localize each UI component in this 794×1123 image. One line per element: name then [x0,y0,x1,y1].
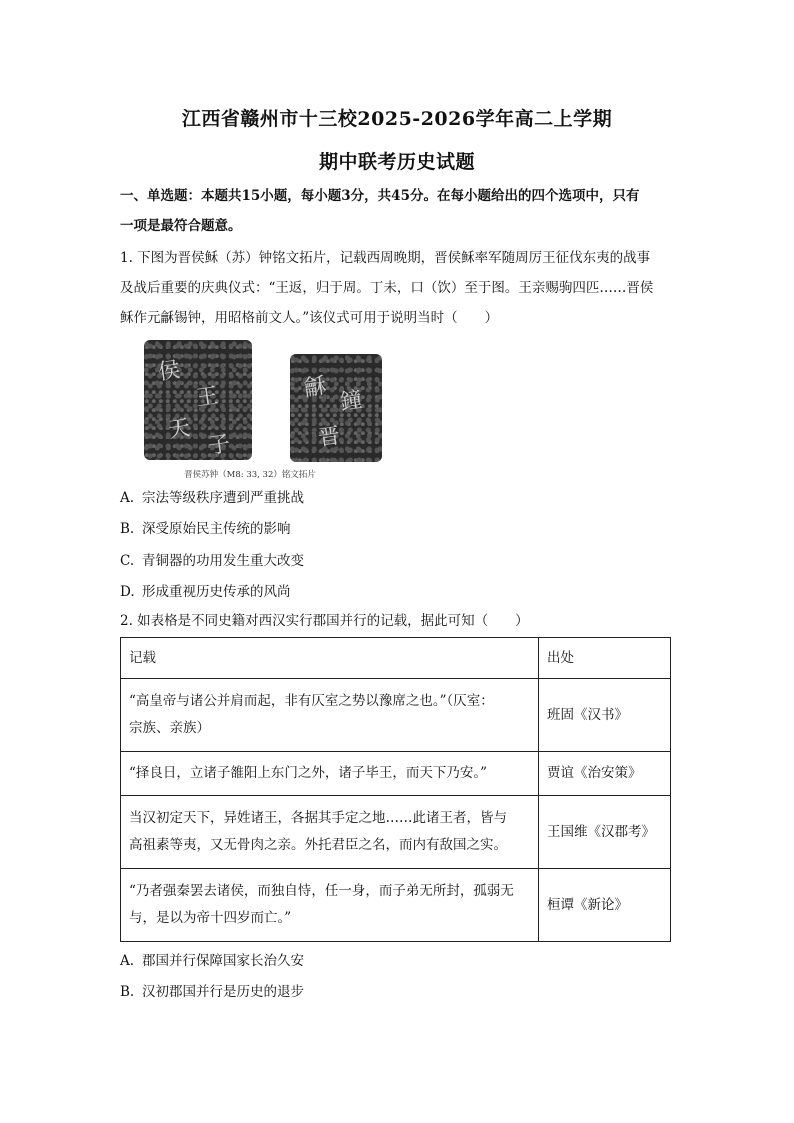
rubbing-image-left: 侯 王 天 子 [144,340,252,460]
option-text: 形成重视历史传承的风尚 [142,584,291,600]
question-1-line1: 1. 下图为晋侯稣（苏）钟铭文拓片，记载西周晚期，晋侯稣率军随周厉王征伐东夷的战事 [120,250,651,266]
record-line: “择良日，立诸子雒阳上东门之外，诸子毕王，而天下乃安。” [129,765,488,781]
table-cell-source: 桓谭《新论》 [539,869,671,942]
table-row [121,752,671,796]
section-instructions-line2: 一项是最符合题意。 [120,218,242,234]
exam-title-line2: 期中联考历史试题 [318,151,475,173]
q2-option-a[interactable] [120,949,304,969]
option-text: 深受原始民主传统的影响 [142,521,291,537]
records-table [120,637,671,942]
table-cell-source: 班固《汉书》 [539,679,671,752]
table-header-record: 记载 [121,638,539,679]
q1-option-c[interactable] [120,549,304,569]
exam-title-line1: 江西省赣州市十三校2025-2026学年高二上学期 [181,108,613,130]
figure-caption: 晋侯苏钟（M8: 33, 32）铭文拓片 [184,470,316,480]
question-1-line3: 稣作元龢锡钟，用昭格前文人。”该仪式可用于说明当时（ ） [120,310,499,326]
question-1-stem [120,243,680,333]
record-line: 当汉初定天下，异姓诸王，各据其手定之地……此诸王者，皆与 [129,810,507,826]
table-row [121,869,671,942]
section-instructions-line1: 一、单选题：本题共15小题，每小题3分，共45分。在每小题给出的四个选项中，只有 [120,188,640,204]
option-text: 青铜器的功用发生重大改变 [142,553,304,569]
question-1-line2: 及战后重要的庆典仪式：“王返，归于周。丁未，口（饮）至于图。王亲赐驹四匹……晋侯 [120,280,654,296]
table-cell-record [121,752,539,796]
option-label: B. [120,984,135,1000]
record-line: “乃者强秦罢去诸侯，而独自恃，任一身，而子弟无所封，孤弱无 [129,883,514,899]
record-line: 宗族、亲族） [129,720,210,736]
table-cell-record [121,796,539,869]
table-cell-source: 王国维《汉郡考》 [539,796,671,869]
q1-option-b[interactable] [120,517,291,537]
table-cell-record [121,869,539,942]
record-line: 高祖素等夷，又无骨肉之亲。外托君臣之名，而内有敌国之实。 [129,837,507,853]
q2-option-b[interactable] [120,980,304,1000]
table-header-row [121,638,671,679]
record-line: 与，是以为帝十四岁而亡。” [129,910,292,926]
record-line: “高皇帝与诸公并肩而起，非有仄室之势以豫席之也。”（仄室： [129,693,494,709]
option-text: 宗法等级秩序遭到严重挑战 [142,490,304,506]
table-cell-source: 贾谊《治安策》 [539,752,671,796]
inscription-rubbing-figure [140,336,400,482]
option-label: D. [120,584,135,600]
q1-option-d[interactable] [120,580,291,600]
section-instructions [120,181,680,241]
q1-option-a[interactable] [120,486,304,506]
table-header-source: 出处 [539,638,671,679]
option-text: 汉初郡国并行是历史的退步 [142,984,304,1000]
table-row [121,796,671,869]
table-cell-record [121,679,539,752]
option-label: B. [120,521,135,537]
option-label: A. [120,490,135,506]
question-2-stem: 2. 如表格是不同史籍对西汉实行郡国并行的记载，据此可知（ ） [120,613,529,629]
option-label: A. [120,953,135,969]
rubbing-image-right: 龢 鐘 晋 [290,354,382,462]
option-label: C. [120,553,135,569]
option-text: 郡国并行保障国家长治久安 [142,953,304,969]
table-row [121,679,671,752]
